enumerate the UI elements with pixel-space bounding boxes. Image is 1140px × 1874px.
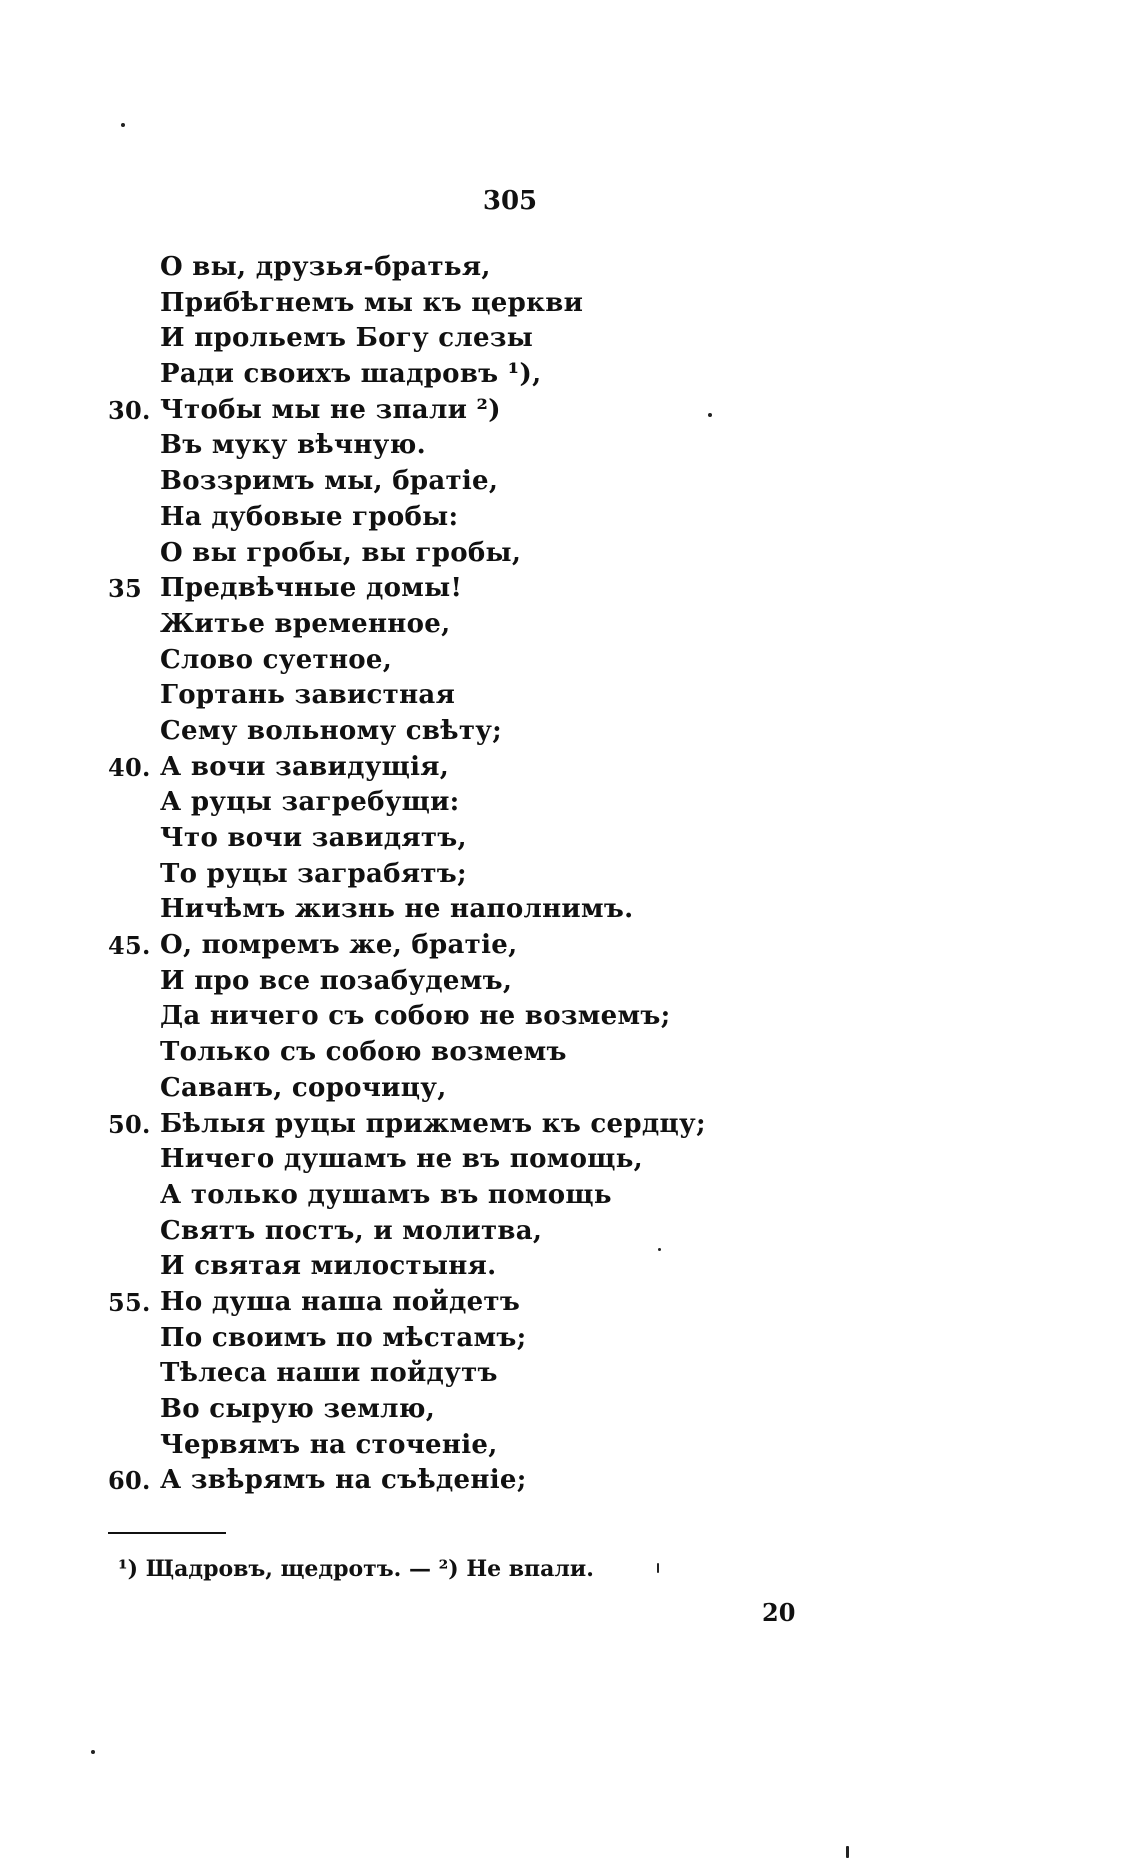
line-text: И прольемъ Богу слезы bbox=[160, 323, 534, 354]
line-text: То руцы заграбятъ; bbox=[160, 858, 467, 889]
line-text: И про все позабудемъ, bbox=[160, 965, 513, 996]
poem-line bbox=[108, 964, 828, 1000]
line-text: Ничего душамъ не въ помощь, bbox=[160, 1144, 644, 1175]
line-text: О вы, друзья-братья, bbox=[160, 252, 491, 282]
line-text: Червямъ на сточеніе, bbox=[160, 1429, 498, 1460]
line-text: А вочи завидущія, bbox=[160, 751, 450, 782]
scan-speck bbox=[91, 1750, 95, 1754]
poem-line bbox=[108, 643, 828, 679]
poem-line bbox=[108, 571, 828, 607]
scan-speck bbox=[121, 123, 125, 127]
line-number: 50. bbox=[108, 1109, 151, 1139]
line-text: Чтобы мы не зпали ²) bbox=[160, 394, 501, 425]
line-text: Житье временное, bbox=[160, 608, 451, 639]
poem-line bbox=[108, 857, 828, 893]
poem-line bbox=[108, 1321, 828, 1357]
line-number: 60. bbox=[108, 1466, 151, 1496]
line-text: Ради своихъ шадровъ ¹), bbox=[160, 359, 542, 390]
line-number: 45. bbox=[108, 931, 151, 961]
poem-line bbox=[108, 607, 828, 643]
poem-line bbox=[108, 536, 828, 572]
poem-line bbox=[108, 1428, 828, 1464]
poem-line bbox=[108, 714, 828, 750]
scan-speck bbox=[658, 1248, 661, 1251]
poem-line bbox=[108, 678, 828, 714]
poem-line bbox=[108, 1356, 828, 1392]
line-text: Предвѣчные домы! bbox=[160, 573, 463, 604]
line-text: А только душамъ въ помощь bbox=[160, 1179, 612, 1210]
scan-speck bbox=[657, 1563, 659, 1573]
poem-line bbox=[108, 1249, 828, 1285]
poem-line bbox=[108, 750, 828, 786]
footnote-divider bbox=[108, 1532, 226, 1534]
line-number: 30. bbox=[108, 395, 151, 425]
poem-line bbox=[108, 464, 828, 500]
line-text: Сему вольному свѣту; bbox=[160, 715, 503, 746]
line-text: Тѣлеса наши пойдутъ bbox=[160, 1358, 498, 1389]
scan-speck bbox=[708, 413, 712, 417]
poem-line bbox=[108, 393, 828, 429]
line-number: 55. bbox=[108, 1287, 151, 1317]
line-text: Въ муку вѣчную. bbox=[160, 430, 426, 461]
poem-line bbox=[108, 1071, 828, 1107]
line-text: О вы гробы, вы гробы, bbox=[160, 537, 522, 568]
footnote: ¹) Щадровъ, щедротъ. — ²) Не впали. bbox=[118, 1556, 594, 1582]
poem-line bbox=[108, 250, 828, 286]
line-text: Бѣлыя руцы прижмемъ къ сердцу; bbox=[160, 1108, 706, 1139]
line-text: Гортань завистная bbox=[160, 680, 456, 711]
poem-line bbox=[108, 1392, 828, 1428]
line-text: Но душа наша пойдетъ bbox=[160, 1286, 521, 1317]
poem-line bbox=[108, 357, 828, 393]
line-text: Только съ собою возмемъ bbox=[160, 1037, 567, 1068]
poem-line bbox=[108, 500, 828, 536]
line-text: Что вочи завидятъ, bbox=[160, 823, 467, 853]
line-text: Слово суетное, bbox=[160, 644, 393, 675]
line-text: И святая милостыня. bbox=[160, 1251, 497, 1282]
poem-line bbox=[108, 1214, 828, 1250]
poem-line bbox=[108, 785, 828, 821]
poem-line bbox=[108, 1142, 828, 1178]
poem-line bbox=[108, 821, 828, 857]
line-text: Прибѣгнемъ мы къ церкви bbox=[160, 287, 584, 318]
poem-line bbox=[108, 286, 828, 322]
poem-line bbox=[108, 999, 828, 1035]
line-text: Святъ постъ, и молитва, bbox=[160, 1215, 543, 1246]
poem-line bbox=[108, 1107, 828, 1143]
poem-line bbox=[108, 1178, 828, 1214]
poem-line bbox=[108, 1035, 828, 1071]
line-text: Саванъ, сорочицу, bbox=[160, 1072, 447, 1103]
line-text: На дубовые гробы: bbox=[160, 501, 459, 532]
line-text: А звѣрямъ на съѣденіе; bbox=[160, 1465, 527, 1496]
poem-line bbox=[108, 928, 828, 964]
line-text: По своимъ по мѣстамъ; bbox=[160, 1322, 527, 1353]
line-text: А руцы загребущи: bbox=[160, 787, 460, 818]
line-number: 35 bbox=[108, 574, 142, 604]
line-text: Ничѣмъ жизнь не наполнимъ. bbox=[160, 894, 634, 925]
page-number: 305 bbox=[482, 186, 538, 216]
poem-line bbox=[108, 1285, 828, 1321]
line-text: О, помремъ же, братіе, bbox=[160, 930, 518, 961]
scan-speck bbox=[846, 1846, 849, 1858]
poem-line bbox=[108, 892, 828, 928]
poem-text bbox=[108, 250, 828, 1499]
poem-line bbox=[108, 321, 828, 357]
line-text: Во сырую землю, bbox=[160, 1394, 436, 1424]
line-text: Воззримъ мы, братіе, bbox=[160, 466, 499, 497]
line-number: 40. bbox=[108, 752, 151, 782]
line-text: Да ничего съ собою не возмемъ; bbox=[160, 1001, 671, 1032]
printer-signature-mark: 20 bbox=[762, 1598, 796, 1627]
poem-line bbox=[108, 428, 828, 464]
poem-line bbox=[108, 1463, 828, 1499]
